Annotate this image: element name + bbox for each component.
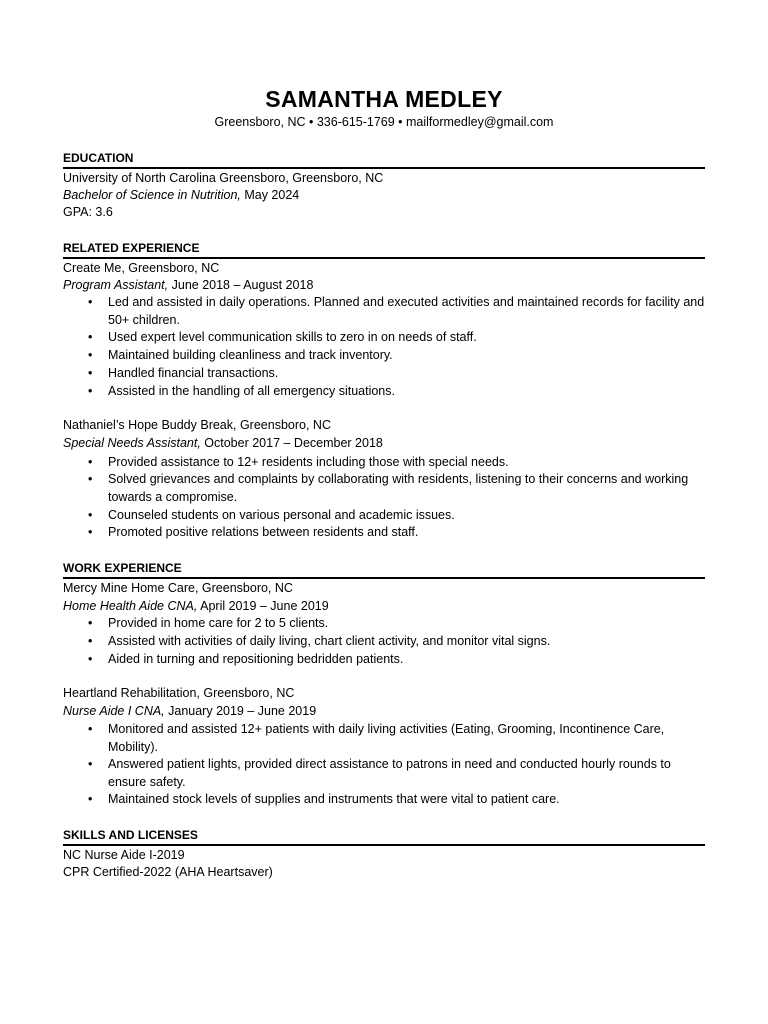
job-title: Home Health Aide CNA,	[63, 599, 198, 613]
bullet-icon: •	[88, 330, 93, 344]
job-bullet: Assisted in the handling of all emergency situations.	[108, 384, 395, 398]
contact-line: Greensboro, NC • 336-615-1769 • mailformedley@gmail.com	[214, 115, 554, 129]
education-degree: Bachelor of Science in Nutrition,	[63, 188, 241, 202]
bullet-icon: •	[88, 722, 93, 736]
bullet-icon: •	[88, 348, 93, 362]
related-experience-heading: RELATED EXPERIENCE	[63, 241, 200, 255]
job-title: Nurse Aide I CNA,	[63, 704, 165, 718]
job-dates: January 2019 – June 2019	[164, 704, 317, 718]
job-bullet: Assisted with activities of daily living, chart client activity, and monitor vital signs.	[108, 634, 551, 648]
job-bullet: Provided in home care for 2 to 5 clients.	[108, 616, 329, 630]
job-dates: October 2017 – December 2018	[200, 436, 383, 450]
education-school: University of North Carolina Greensboro, Greensboro, NC	[63, 171, 384, 185]
work-experience-heading: WORK EXPERIENCE	[63, 561, 182, 575]
related-experience-divider	[63, 257, 705, 259]
job-title: Special Needs Assistant,	[63, 436, 201, 450]
bullet-icon: •	[88, 295, 93, 309]
bullet-icon: •	[88, 472, 93, 486]
job-employer: Mercy Mine Home Care, Greensboro, NC	[63, 581, 293, 595]
job-title-line	[63, 277, 713, 295]
bullet-icon: •	[88, 616, 93, 630]
job-bullet: Maintained building cleanliness and track inventory.	[108, 348, 393, 362]
job-bullet: Promoted positive relations between residents and staff.	[108, 525, 419, 539]
job-title-line	[63, 598, 713, 616]
job-title: Program Assistant,	[63, 278, 169, 292]
job-bullet: Handled financial transactions.	[108, 366, 279, 380]
skills-heading: SKILLS AND LICENSES	[63, 828, 198, 842]
job-bullet: Monitored and assisted 12+ patients with daily living activities (Eating, Grooming, Incontinence Care, Mobility).	[108, 722, 665, 754]
job-employer: Heartland Rehabilitation, Greensboro, NC	[63, 686, 295, 700]
bullet-icon: •	[88, 525, 93, 539]
job-bullet: Answered patient lights, provided direct assistance to patrons in need and conducted hourly rounds to ensure safety.	[108, 757, 671, 789]
bullet-icon: •	[88, 508, 93, 522]
applicant-name: SAMANTHA MEDLEY	[265, 86, 503, 112]
skills-divider	[63, 844, 705, 846]
job-bullet: Maintained stock levels of supplies and instruments that were vital to patient care.	[108, 792, 560, 806]
skill-item: CPR Certified-2022 (AHA Heartsaver)	[63, 865, 273, 879]
skill-item: NC Nurse Aide I-2019	[63, 848, 185, 862]
job-title-line	[63, 703, 713, 721]
job-title-line	[63, 435, 713, 453]
bullet-icon: •	[88, 455, 93, 469]
job-bullet: Aided in turning and repositioning bedridden patients.	[108, 652, 404, 666]
job-bullet: Led and assisted in daily operations. Planned and executed activities and maintained records for facility and 50+ children.	[108, 295, 705, 327]
education-degree-line	[63, 187, 713, 205]
job-dates: April 2019 – June 2019	[197, 599, 329, 613]
work-experience-divider	[63, 577, 705, 579]
bullet-icon: •	[88, 652, 93, 666]
job-dates: June 2018 – August 2018	[168, 278, 314, 292]
job-bullet: Counseled students on various personal and academic issues.	[108, 508, 455, 522]
job-bullet: Used expert level communication skills to zero in on needs of staff.	[108, 330, 477, 344]
bullet-icon: •	[88, 792, 93, 806]
job-employer: Create Me, Greensboro, NC	[63, 261, 220, 275]
education-heading: EDUCATION	[63, 151, 134, 165]
job-employer: Nathaniel’s Hope Buddy Break, Greensboro, NC	[63, 418, 331, 432]
education-divider	[63, 167, 705, 169]
job-bullet: Solved grievances and complaints by collaborating with residents, listening to their concerns and working towards a compromise.	[108, 472, 689, 504]
bullet-icon: •	[88, 634, 93, 648]
education-gpa: GPA: 3.6	[63, 205, 113, 219]
bullet-icon: •	[88, 384, 93, 398]
bullet-icon: •	[88, 366, 93, 380]
bullet-icon: •	[88, 757, 93, 771]
job-bullet: Provided assistance to 12+ residents including those with special needs.	[108, 455, 509, 469]
education-date: May 2024	[240, 188, 300, 202]
